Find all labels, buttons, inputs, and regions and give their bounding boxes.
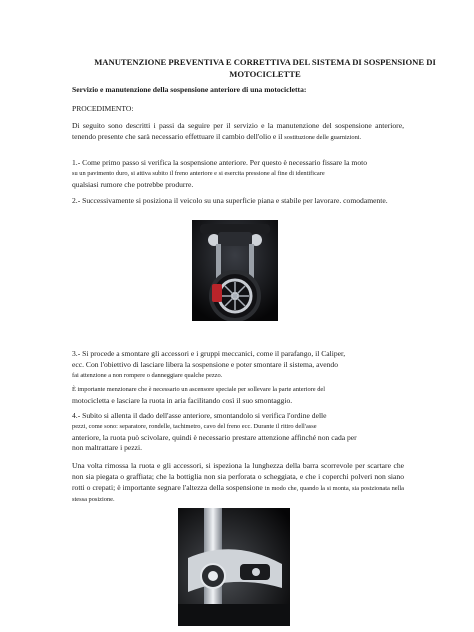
document-title [96,56,442,80]
step-3-line-2: ecc. Con l'obiettivo di lasciare libera la sospensione e poter smontare il sistema, avendo [72,359,339,369]
procedure-heading: PROCEDIMENTO: [72,104,134,113]
step-4-line-1: 4.- Subito si allenta il dado dell'asse anteriore, smontandolo si verifica l'ordine delle [72,411,327,420]
step-4-line-4: non maltrattare i pezzi. [72,443,142,453]
step-4-line-2: pezzi, come sono: separatore, rondelle, tachimetro, cavo del freno ecc. Durante il ritiro dell'asse [72,422,317,430]
step-2: 2.- Successivamente si posiziona il veicolo su una superficie piana e stabile per lavorare. comodamente. [72,196,388,205]
inspect-text-small: in modo che, quando la si monta, sia posizionata nella stessa posizione. [72,484,404,504]
motorcycle-wheel-icon [192,220,278,321]
intro-paragraph [72,121,404,144]
step-3 [72,349,404,381]
intro-text-small: sostituzione delle guarnizioni. [284,133,362,141]
step-1 [72,158,404,190]
step-1-line-2: su un pavimento duro, si attiva subito il freno anteriore e si esercita pressione al fine di identificare [72,169,325,177]
step-4-line-3: anteriore, la ruota può scivolare, quindi è necessario prestare attenzione affinché non cada per [72,432,357,442]
inspect-text: Una volta rimossa la ruota e gli accessori, si ispeziona la lunghezza della barra scorrevole per scartare che non sia piegata o graffiata; che la bottiglia non sia perforata o scheggiata, e che i coperchi polveri non siano rotti o crepati; è importante segnare l'altezza della sospensione [72,461,404,492]
step-3-line-1: 3.- Si procede a smontare gli accessori e i gruppi meccanici, come il parafango, il Caliper, [72,349,346,358]
inspect-paragraph [72,461,404,506]
step-1-line-3: qualsiasi rumore che potrebbe produrre. [72,179,194,189]
lift-paragraph [72,385,404,407]
fork-clamp-icon [178,508,290,626]
fork-top-clamp-photo [178,508,290,626]
title-line-1: MANUTENZIONE PREVENTIVA E CORRETTIVA DEL SISTEMA DI SOSPENSIONE DI [94,57,436,67]
title-line-2: MOTOCICLETTE [229,69,301,79]
intro-text: Di seguito sono descritti i passi da seguire per il servizio e la manutenzione del sospensione anteriore, tenendo presente che sarà necessario effettuare il cambio dell'olio e il [72,121,404,141]
step-1-line-1: 1.- Come primo passo si verifica la sospensione anteriore. Per questo è necessario fissare la moto [72,158,368,167]
step-4 [72,411,404,454]
motorcycle-front-wheel-photo [192,220,278,321]
step-3-note: fai attenzione a non rompere o danneggiare qualche pezzo. [72,371,223,379]
lift-line-1: È importante menzionare che è necessario un ascensore speciale per sollevare la parte anteriore del [72,386,326,393]
subtitle: Servizio e manutenzione della sospensione anteriore di una motocicletta: [72,85,307,94]
lift-line-2: motocicletta e lasciare la ruota in aria facilitando così il suo smontaggio. [72,395,293,405]
